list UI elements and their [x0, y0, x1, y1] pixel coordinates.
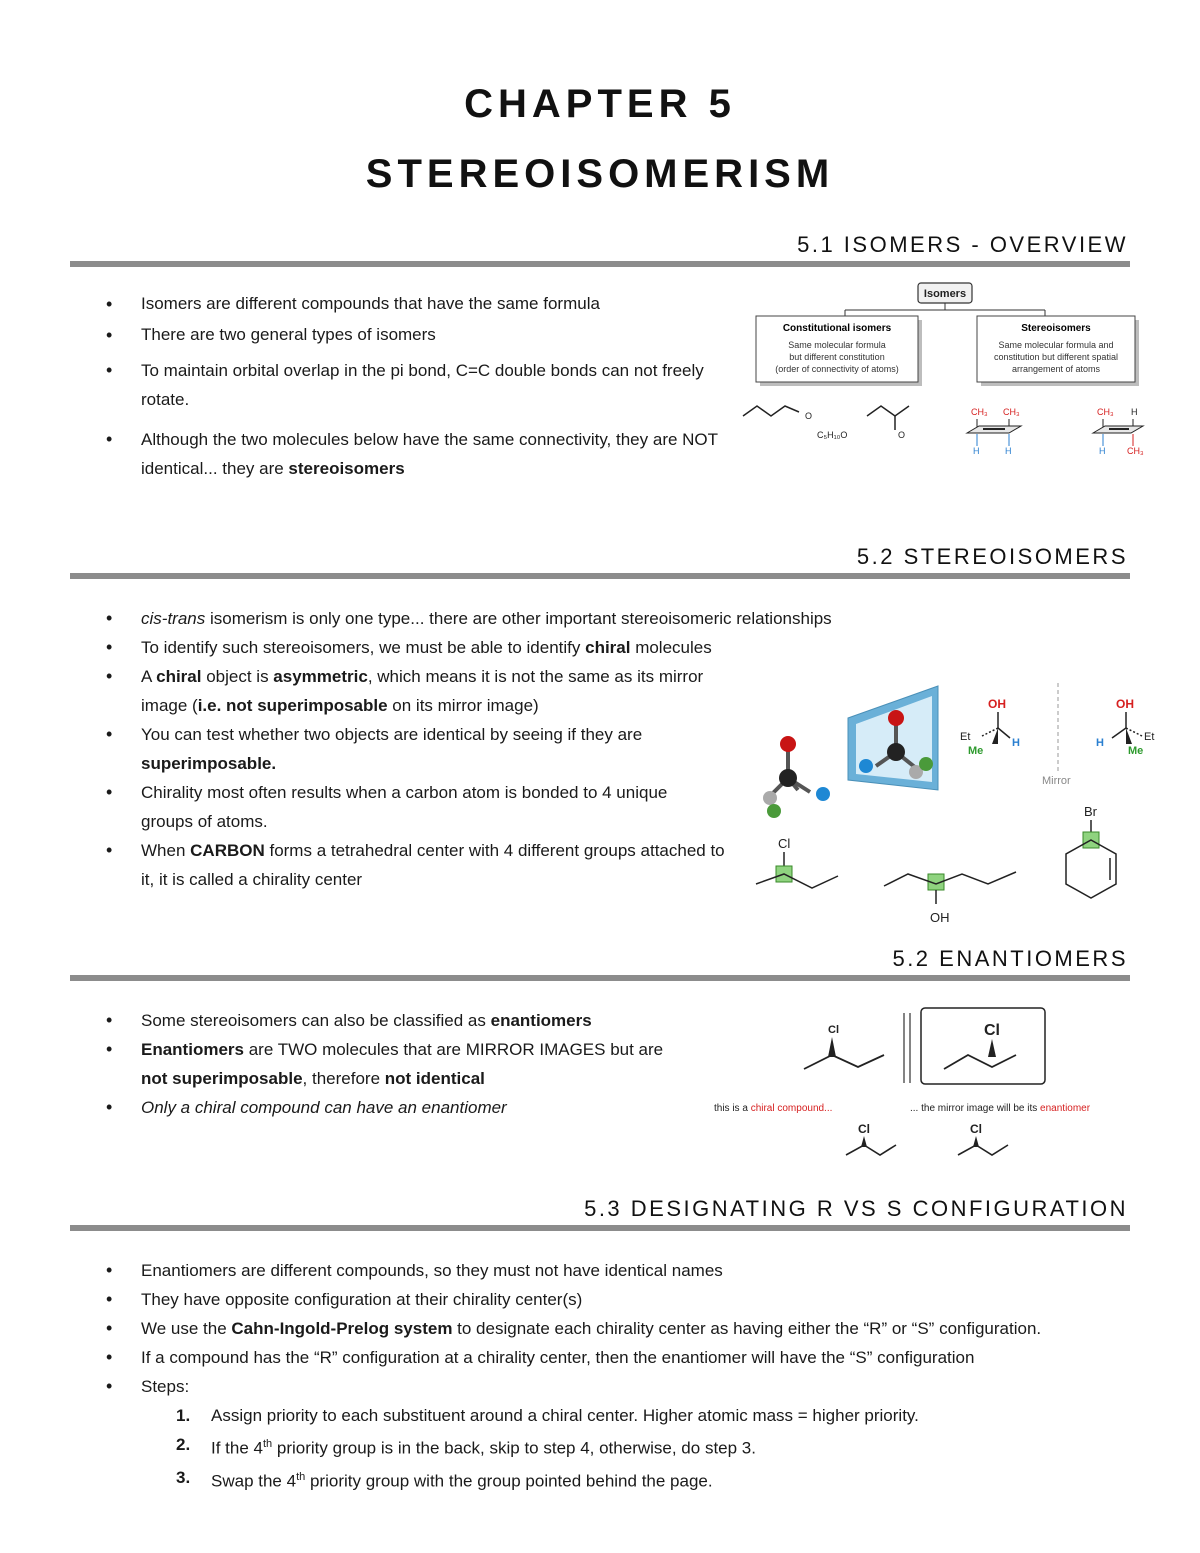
formula-label: C₅H₁₀O: [817, 430, 848, 440]
page-title: STEREOISOMERISM: [365, 152, 835, 196]
svg-text:O: O: [805, 411, 813, 421]
diagram-root-label: Isomers: [923, 288, 967, 300]
list-item: • Some stereoisomers can also be classified as enantiomers: [70, 1006, 680, 1035]
svg-text:CH₃: CH₃: [1127, 446, 1144, 456]
list-item: • There are two general types of isomers: [70, 325, 730, 345]
section-rule: [70, 573, 1130, 579]
svg-text:H: H: [973, 446, 980, 456]
svg-text:but different constitution: but different constitution: [789, 352, 885, 362]
enantiomers-bullet-list: [70, 1006, 680, 1122]
isomers-classification-diagram: [735, 278, 1145, 468]
svg-text:Et: Et: [1144, 731, 1155, 743]
svg-text:CH₃: CH₃: [1003, 407, 1020, 417]
section-rule: [70, 261, 1130, 267]
list-item: • Chirality most often results when a carbon atom is bonded to 4 unique groups of atoms.: [70, 778, 701, 836]
enantiomer-highlight-box: [921, 1008, 1045, 1084]
enantiomer-figure: [710, 1005, 1130, 1165]
step-item: 1. Assign priority to each substituent around a chiral center. Higher atomic mass = higher priority.: [176, 1406, 919, 1425]
mirror-label: Mirror: [1042, 775, 1071, 787]
svg-text:arrangement of atoms: arrangement of atoms: [1011, 364, 1101, 374]
list-item: • To maintain orbital overlap in the pi bond, C=C double bonds can not freely rotate.: [70, 356, 730, 414]
svg-text:Cl: Cl: [970, 1122, 982, 1136]
list-item: • Enantiomers are different compounds, so they must not have identical names: [70, 1256, 1150, 1285]
chapter-label: CHAPTER 5: [464, 82, 736, 126]
chirality-figure: [748, 678, 1158, 928]
svg-text:OH: OH: [1116, 697, 1134, 711]
list-item: • You can test whether two objects are identical by seeing if they are superimposable.: [70, 720, 741, 778]
list-item: • To identify such stereoisomers, we must be able to identify chiral molecules: [70, 633, 930, 662]
section-heading-enantiomers: 5.2 ENANTIOMERS: [892, 946, 1128, 971]
svg-text:(order of connectivity of atom: (order of connectivity of atoms): [775, 364, 899, 374]
svg-text:OH: OH: [988, 697, 1006, 711]
list-item: • They have opposite configuration at their chirality center(s): [70, 1285, 1150, 1314]
svg-text:Br: Br: [1084, 804, 1097, 819]
cyclohexene-ring: [1066, 840, 1116, 898]
list-item: • A chiral object is asymmetric, which means it is not the same as its mirror image (i.e. not superimposable on its mirror image): [70, 662, 741, 720]
list-item: • Only a chiral compound can have an enantiomer: [70, 1093, 680, 1122]
isomers-bullet-list: [70, 294, 730, 483]
list-item: • Isomers are different compounds that have the same formula: [70, 294, 730, 314]
list-item: • We use the Cahn-Ingold-Prelog system to designate each chirality center as having either the “R” or “S” configuration.: [70, 1314, 1150, 1343]
list-item: • When CARBON forms a tetrahedral center with 4 different groups attached to it, it is called a chirality center: [70, 836, 741, 894]
section-heading-isomers: 5.1 ISOMERS - OVERVIEW: [797, 232, 1128, 257]
svg-text:Cl: Cl: [828, 1024, 839, 1036]
svg-text:OH: OH: [930, 910, 950, 925]
svg-text:O: O: [898, 430, 906, 440]
list-item: • If a compound has the “R” configuration at a chirality center, then the enantiomer will have the “S” configuration: [70, 1343, 1150, 1372]
enantiomer-caption: ... the mirror image will be its enantiomer: [910, 1103, 1091, 1114]
section-heading-rs-configuration: 5.3 DESIGNATING R VS S CONFIGURATION: [584, 1196, 1128, 1221]
svg-text:H: H: [1012, 737, 1020, 749]
list-item: • cis-trans isomerism is only one type... there are other important stereoisomeric relationships: [70, 604, 930, 633]
svg-text:Same molecular formula and: Same molecular formula and: [998, 340, 1114, 350]
svg-text:H: H: [1099, 446, 1106, 456]
svg-text:Cl: Cl: [858, 1122, 870, 1136]
list-item: • Steps:: [70, 1372, 1150, 1401]
svg-text:CH₃: CH₃: [971, 407, 988, 417]
list-item: • Although the two molecules below have the same connectivity, they are NOT identical... they are stereoisomers: [70, 425, 730, 483]
svg-text:Same molecular formula: Same molecular formula: [788, 340, 886, 350]
svg-text:Me: Me: [968, 745, 984, 757]
step-item: 2. If the 4th priority group is in the back, skip to step 4, otherwise, do step 3.: [176, 1435, 756, 1458]
chiral-compound-caption: this is a chiral compound...: [714, 1103, 833, 1114]
ball-and-stick-model: [763, 736, 830, 818]
section-heading-stereoisomers: 5.2 STEREOISOMERS: [856, 544, 1128, 569]
rs-configuration-bullet-list: [70, 1256, 1150, 1401]
stereoisomers-title: Stereoisomers: [1021, 323, 1091, 334]
svg-text:constitution but different spa: constitution but different spatial: [994, 352, 1118, 362]
steps-list: [70, 1401, 1150, 1495]
constitutional-title: Constitutional isomers: [782, 323, 892, 334]
section-rule: [70, 975, 1130, 981]
svg-text:Et: Et: [960, 731, 971, 743]
svg-text:H: H: [1131, 407, 1138, 417]
svg-text:Me: Me: [1128, 745, 1144, 757]
list-item: • Enantiomers are TWO molecules that are MIRROR IMAGES but are not superimposable, therefore not identical: [70, 1035, 680, 1093]
svg-text:H: H: [1096, 737, 1104, 749]
svg-text:Cl: Cl: [984, 1022, 1000, 1039]
svg-text:Cl: Cl: [778, 836, 791, 851]
section-rule: [70, 1225, 1130, 1231]
step-item: 3. Swap the 4th priority group with the group pointed behind the page.: [176, 1467, 713, 1491]
svg-text:H: H: [1005, 446, 1012, 456]
svg-text:CH₃: CH₃: [1097, 407, 1114, 417]
